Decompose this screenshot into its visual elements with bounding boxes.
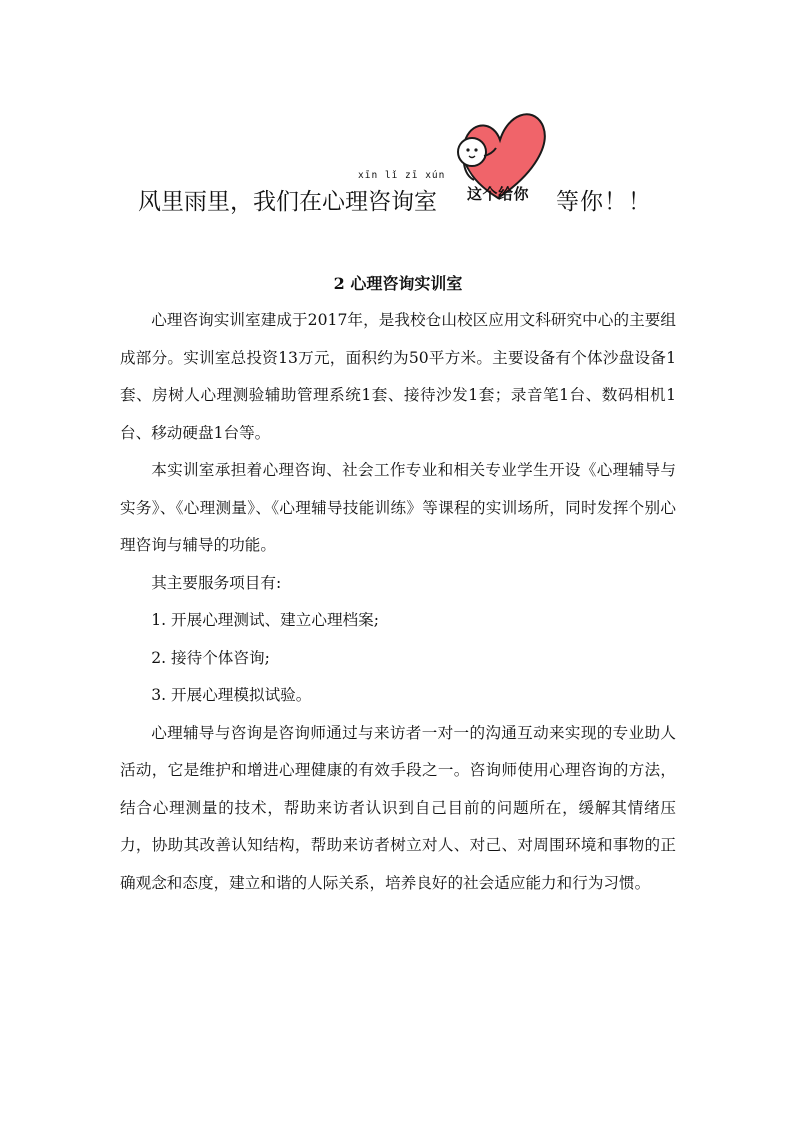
list-item: 1. 开展心理测试、建立心理档案;	[151, 611, 379, 629]
banner	[138, 184, 678, 224]
pinyin-annotation: xīn lǐ zī xún	[358, 170, 446, 181]
paragraph-services-heading: 其主要服务项目有:	[151, 573, 282, 592]
banner-tail-text: 等你！！	[556, 189, 652, 215]
list-item: 2. 接待个体咨询;	[151, 648, 270, 667]
banner-lead-text: 风里雨里，我们在心理咨询室	[138, 189, 437, 215]
sticker-caption: 这个给你	[467, 185, 530, 203]
paragraph-closing: 心理辅导与咨询是咨询师通过与来访者一对一的沟通互动来实现的专业助人活动，它是维护和增进心理健康的有效手段之一。咨询师使用心理咨询的方法，结合心理测量的技术，帮助来访者认识到自己目前的问题所在，缓解其情绪压力，协助其改善认知结构，帮助来访者树立对人、对己、对周围环境和事物的正确观念和态度，建立和谐的人际关系，培养良好的社会适应能力和行为习惯。	[120, 723, 676, 892]
list-item: 3. 开展心理模拟试验。	[151, 686, 312, 704]
article-title: 2 心理咨询实训室	[333, 274, 463, 293]
paragraph-courses: 本实训室承担着心理咨询、社会工作专业和相关专业学生开设《心理辅导与实务》、《心理测量》、《心理辅导技能训练》等课程的实训场所，同时发挥个别心理咨询与辅导的功能。	[120, 461, 676, 554]
paragraph-intro: 心理咨询实训室建成于2017年，是我校仓山校区应用文科研究中心的主要组成部分。实训室总投资13万元，面积约为50平方米。主要设备有个体沙盘设备1套、房树人心理测验辅助管理系统1套、接待沙发1套；录音笔1台、数码相机1台、移动硬盘1台等。	[120, 311, 676, 442]
article	[120, 265, 676, 902]
